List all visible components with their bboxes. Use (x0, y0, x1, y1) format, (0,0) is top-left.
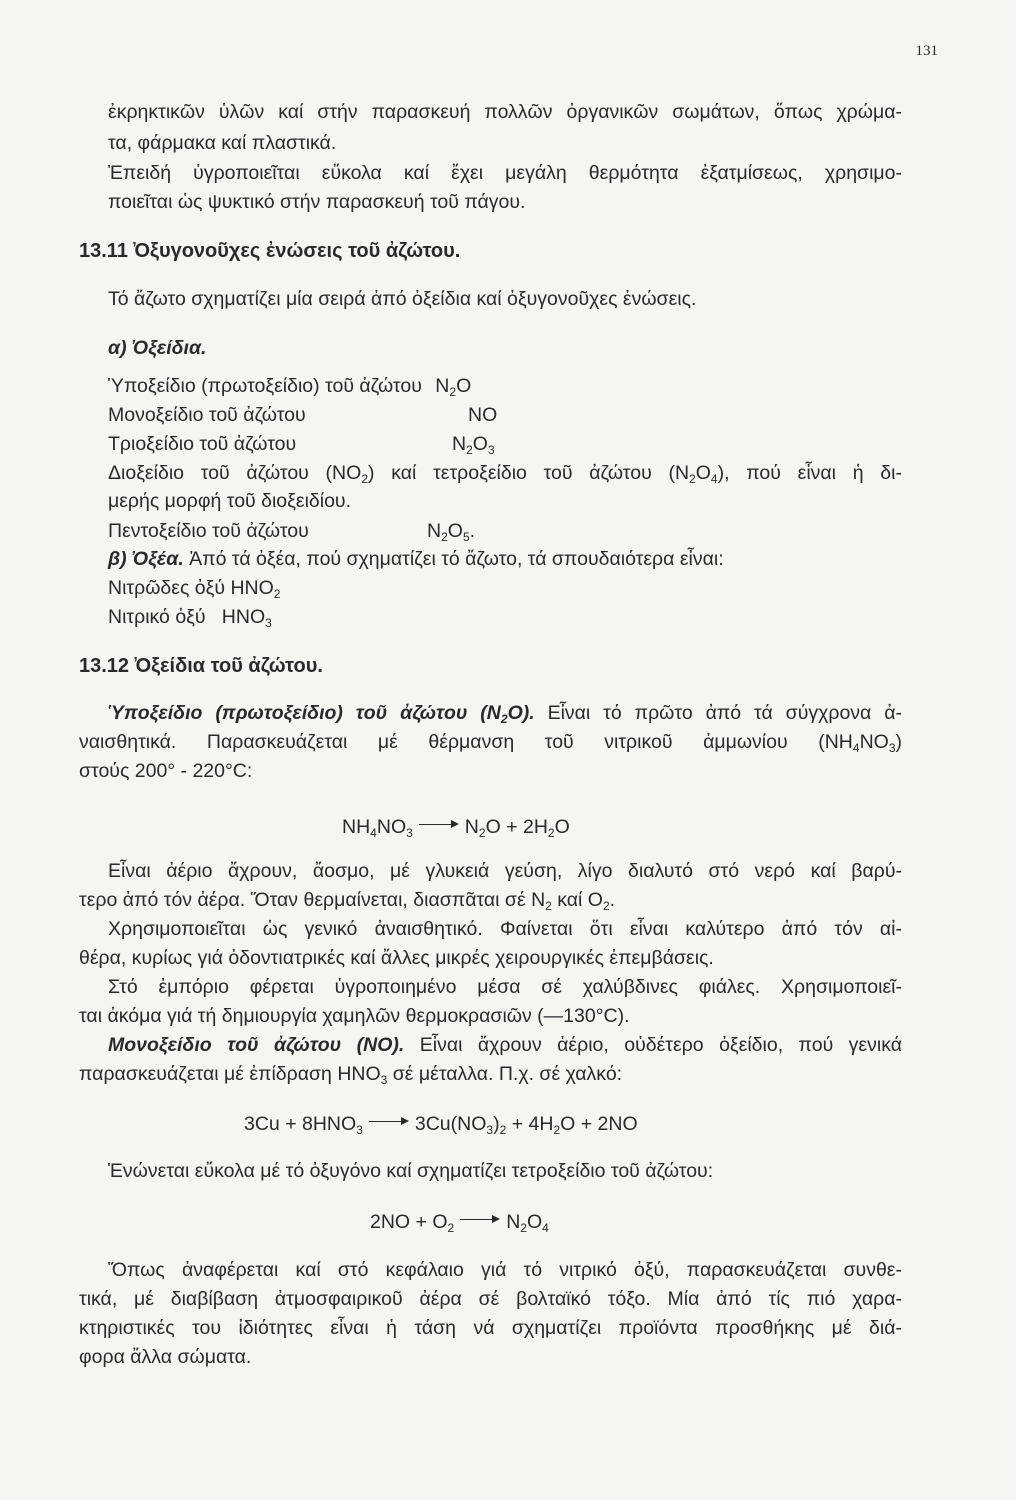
text-part: ) (895, 731, 902, 753)
eq-part: O + 2H (485, 816, 548, 838)
formula-part: N (427, 520, 442, 542)
formula-part: N (435, 375, 450, 397)
text-part: ) καί τετροξείδιο τοῦ ἀζώτου (N (368, 462, 690, 484)
text-line: Ἑνώνεται εὔκολα μέ τό ὀξυγόνο καί σχηματίζει τετροξείδιο τοῦ ἀζώτου: (108, 1160, 714, 1182)
formula-subscript: 2 (547, 826, 555, 840)
text-line: τα, φάρμακα καί πλαστικά. (108, 132, 337, 154)
text-part: ναισθητικά. Παρασκευάζεται μέ θέρμανση τοῦ νιτρικοῦ ἀμμωνίου (NH (79, 731, 853, 753)
text-part: Διοξείδιο τοῦ ἀζώτου (NO (108, 462, 362, 484)
formula-subscript: 2 (273, 587, 281, 601)
text-part: παρασκευάζεται μέ ἐπίδραση HNO (79, 1063, 381, 1085)
formula-subscript: 2 (478, 826, 486, 840)
formula-part: N (452, 433, 467, 455)
formula-subscript: 4 (542, 1221, 549, 1235)
equation-no-oxidation (370, 1209, 549, 1235)
oxide-row (108, 402, 306, 428)
formula-subscript: 2 (553, 1123, 561, 1137)
text-part: καί O (551, 889, 603, 911)
formula-subscript: 3 (487, 443, 495, 457)
text-line: θέρα, κυρίως γιά ὀδοντιατρικές καί ἄλλες μικρές χειρουργικές ἐπεμβάσεις. (79, 947, 714, 969)
text-part: O). (507, 702, 535, 724)
acid-name: Νιτρῶδες ὀξύ HNO (108, 577, 274, 599)
formula-subscript: 3 (356, 1123, 363, 1137)
text-line: τικά, μέ διαβίβαση ἀτμοσφαιρικοῦ ἀέρα σέ βολταϊκό τόξο. Μία ἀπό τίς πιό χαρα- (79, 1288, 902, 1310)
text-part: NO (859, 731, 889, 753)
eq-part: ) (493, 1113, 500, 1135)
page-number: 131 (915, 43, 938, 59)
text-part: σέ μέταλλα. Π.χ. σέ χαλκό: (387, 1063, 623, 1085)
formula-part: O (472, 433, 488, 455)
formula-subscript: 3 (888, 741, 896, 755)
section-heading-13-12: 13.12 Ὀξείδια τοῦ ἀζώτου. (79, 655, 323, 677)
formula-subscript: 3 (265, 616, 272, 630)
formula-part: O (456, 375, 472, 397)
text-part: Ὑποξείδιο (πρωτοξείδιο) τοῦ ἀζώτου (N (108, 702, 501, 724)
subsection-heading-oxides: α) Ὀξείδια. (108, 337, 207, 359)
n2o-heading (108, 702, 535, 724)
text-line (108, 460, 902, 486)
oxide-name: Μονοξείδιο τοῦ ἀζώτου (108, 404, 306, 426)
text-line: Στό ἐμπόριο φέρεται ὑγροποιημένο μέσα σέ χαλύβδινες φιάλες. Χρησιμοποιεῖ- (108, 976, 902, 998)
eq-part: + 4H (506, 1113, 554, 1135)
oxide-name: Ὑποξείδιο (πρωτοξείδιο) τοῦ ἀζώτου (108, 375, 422, 397)
text-part: Ἀπό τά ὀξέα, πού σχηματίζει τό ἄζωτο, τά σπουδαιότερα εἶναι: (183, 548, 724, 570)
reaction-arrow-icon (419, 820, 459, 830)
text-part: Εἶναι τό πρῶτο ἀπό τά σύγχρονα ἀ- (534, 702, 902, 724)
text-line (108, 1032, 902, 1058)
acid-row (108, 575, 280, 601)
text-line (108, 546, 724, 572)
eq-part: NH (342, 816, 371, 838)
formula-subscript: 2 (466, 443, 473, 457)
formula-subscript: 2 (545, 899, 552, 913)
formula-subscript: 2 (447, 1221, 455, 1235)
eq-part: 2NO + O (370, 1211, 448, 1233)
text-part: τερο ἀπό τόν ἀέρα. Ὅταν θερμαίνεται, διασπᾶται σέ N (79, 889, 546, 911)
formula-subscript: 3 (486, 1123, 494, 1137)
subsection-heading-acids: β) Ὀξέα. (108, 548, 184, 570)
formula-subscript: 4 (710, 472, 718, 486)
eq-part: N (506, 1211, 521, 1233)
text-line (79, 729, 902, 755)
formula-subscript: 2 (499, 1123, 507, 1137)
equation-n2o-preparation (342, 814, 570, 840)
text-line (79, 887, 615, 913)
oxide-formula (427, 518, 475, 544)
text-line: ἐκρηκτικῶν ὑλῶν καί στήν παρασκευή πολλῶν ὀργανικῶν σωμάτων, ὅπως χρώμα- (108, 101, 902, 123)
formula-subscript: 3 (406, 826, 413, 840)
eq-part: 3Cu(NO (414, 1113, 487, 1135)
text-part: Εἶναι ἄχρουν ἀέριο, οὐδέτερο ὀξείδιο, πού γενικά (404, 1034, 902, 1056)
oxide-name: Τριοξείδιο τοῦ ἀζώτου (108, 433, 297, 455)
formula-subscript: 5 (462, 530, 470, 544)
oxide-formula: NO (468, 404, 498, 426)
no-heading: Μονοξείδιο τοῦ ἀζώτου (NO). (108, 1034, 405, 1056)
text-part: ), πού εἶναι ἡ δι- (717, 462, 902, 484)
eq-part: NO (376, 816, 407, 838)
oxide-formula (452, 431, 495, 457)
section-heading-13-11: 13.11 Ὀξυγονοῦχες ἐνώσεις τοῦ ἀζώτου. (79, 240, 461, 262)
reaction-arrow-icon (460, 1215, 500, 1225)
formula-subscript: 4 (852, 741, 860, 755)
eq-part: N (464, 816, 479, 838)
formula-subscript: 2 (520, 1221, 527, 1235)
oxide-row (108, 373, 471, 399)
formula-part: O (447, 520, 463, 542)
oxide-formula (435, 375, 471, 397)
text-line: Ὅπως ἀναφέρεται καί στό κεφάλαιο γιά τό νιτρικό ὀξύ, παρασκευάζεται συνθε- (108, 1259, 902, 1281)
acid-row (108, 604, 272, 630)
oxide-name: Πεντοξείδιο τοῦ ἀζώτου (108, 520, 309, 542)
formula-subscript: 2 (441, 530, 448, 544)
eq-part: 3Cu + 8HNO (244, 1113, 357, 1135)
equation-no-preparation (244, 1111, 638, 1137)
reaction-arrow-icon (369, 1117, 409, 1127)
formula-subscript: 3 (380, 1073, 388, 1087)
text-line (79, 1061, 622, 1087)
text-part: O (695, 462, 711, 484)
formula-subscript: 2 (449, 385, 457, 399)
text-line: Τό ἄζωτο σχηματίζει μία σειρά ἀπό ὀξείδια καί ὀξυγονοῦχες ἐνώσεις. (108, 288, 697, 310)
acid-name: Νιτρικό ὀξύ HNO (108, 606, 266, 628)
formula-subscript: 2 (602, 899, 610, 913)
formula-subscript: 2 (500, 712, 508, 726)
formula-subscript: 2 (361, 472, 368, 486)
text-part: . (609, 889, 616, 911)
text-line: ποιεῖται ὡς ψυκτικό στήν παρασκευή τοῦ πάγου. (108, 191, 526, 213)
formula-subscript: 4 (370, 826, 377, 840)
text-line: στούς 200° - 220°C: (79, 760, 253, 782)
text-line: κτηριστικές του ἰδιότητες εἶναι ἡ τάση νά σχηματίζει προϊόντα προσθήκης μέ διά- (79, 1317, 902, 1339)
formula-subscript: 2 (689, 472, 696, 486)
text-line: φορα ἄλλα σώματα. (79, 1346, 252, 1368)
text-line: ται ἀκόμα γιά τή δημιουργία χαμηλῶν θερμοκρασιῶν (—130°C). (79, 1005, 630, 1027)
text-line (108, 700, 902, 726)
formula-part: . (469, 520, 476, 542)
text-line: Χρησιμοποιεῖται ὡς γενικό ἀναισθητικό. Φαίνεται ὅτι εἶναι καλύτερο ἀπό τόν αἰ- (108, 918, 902, 940)
text-line: μερής μορφή τοῦ διοξειδίου. (108, 490, 352, 512)
eq-part: O (554, 816, 570, 838)
text-line: Ἐπειδή ὑγροποιεῖται εὔκολα καί ἔχει μεγάλη θερμότητα ἐξατμίσεως, χρησιμο- (108, 162, 902, 184)
text-line: Εἶναι ἀέριο ἄχρουν, ἄοσμο, μέ γλυκειά γεύση, λίγο διαλυτό στό νερό καί βαρύ- (108, 860, 902, 882)
eq-part: O + 2NO (560, 1113, 638, 1135)
eq-part: O (526, 1211, 543, 1233)
